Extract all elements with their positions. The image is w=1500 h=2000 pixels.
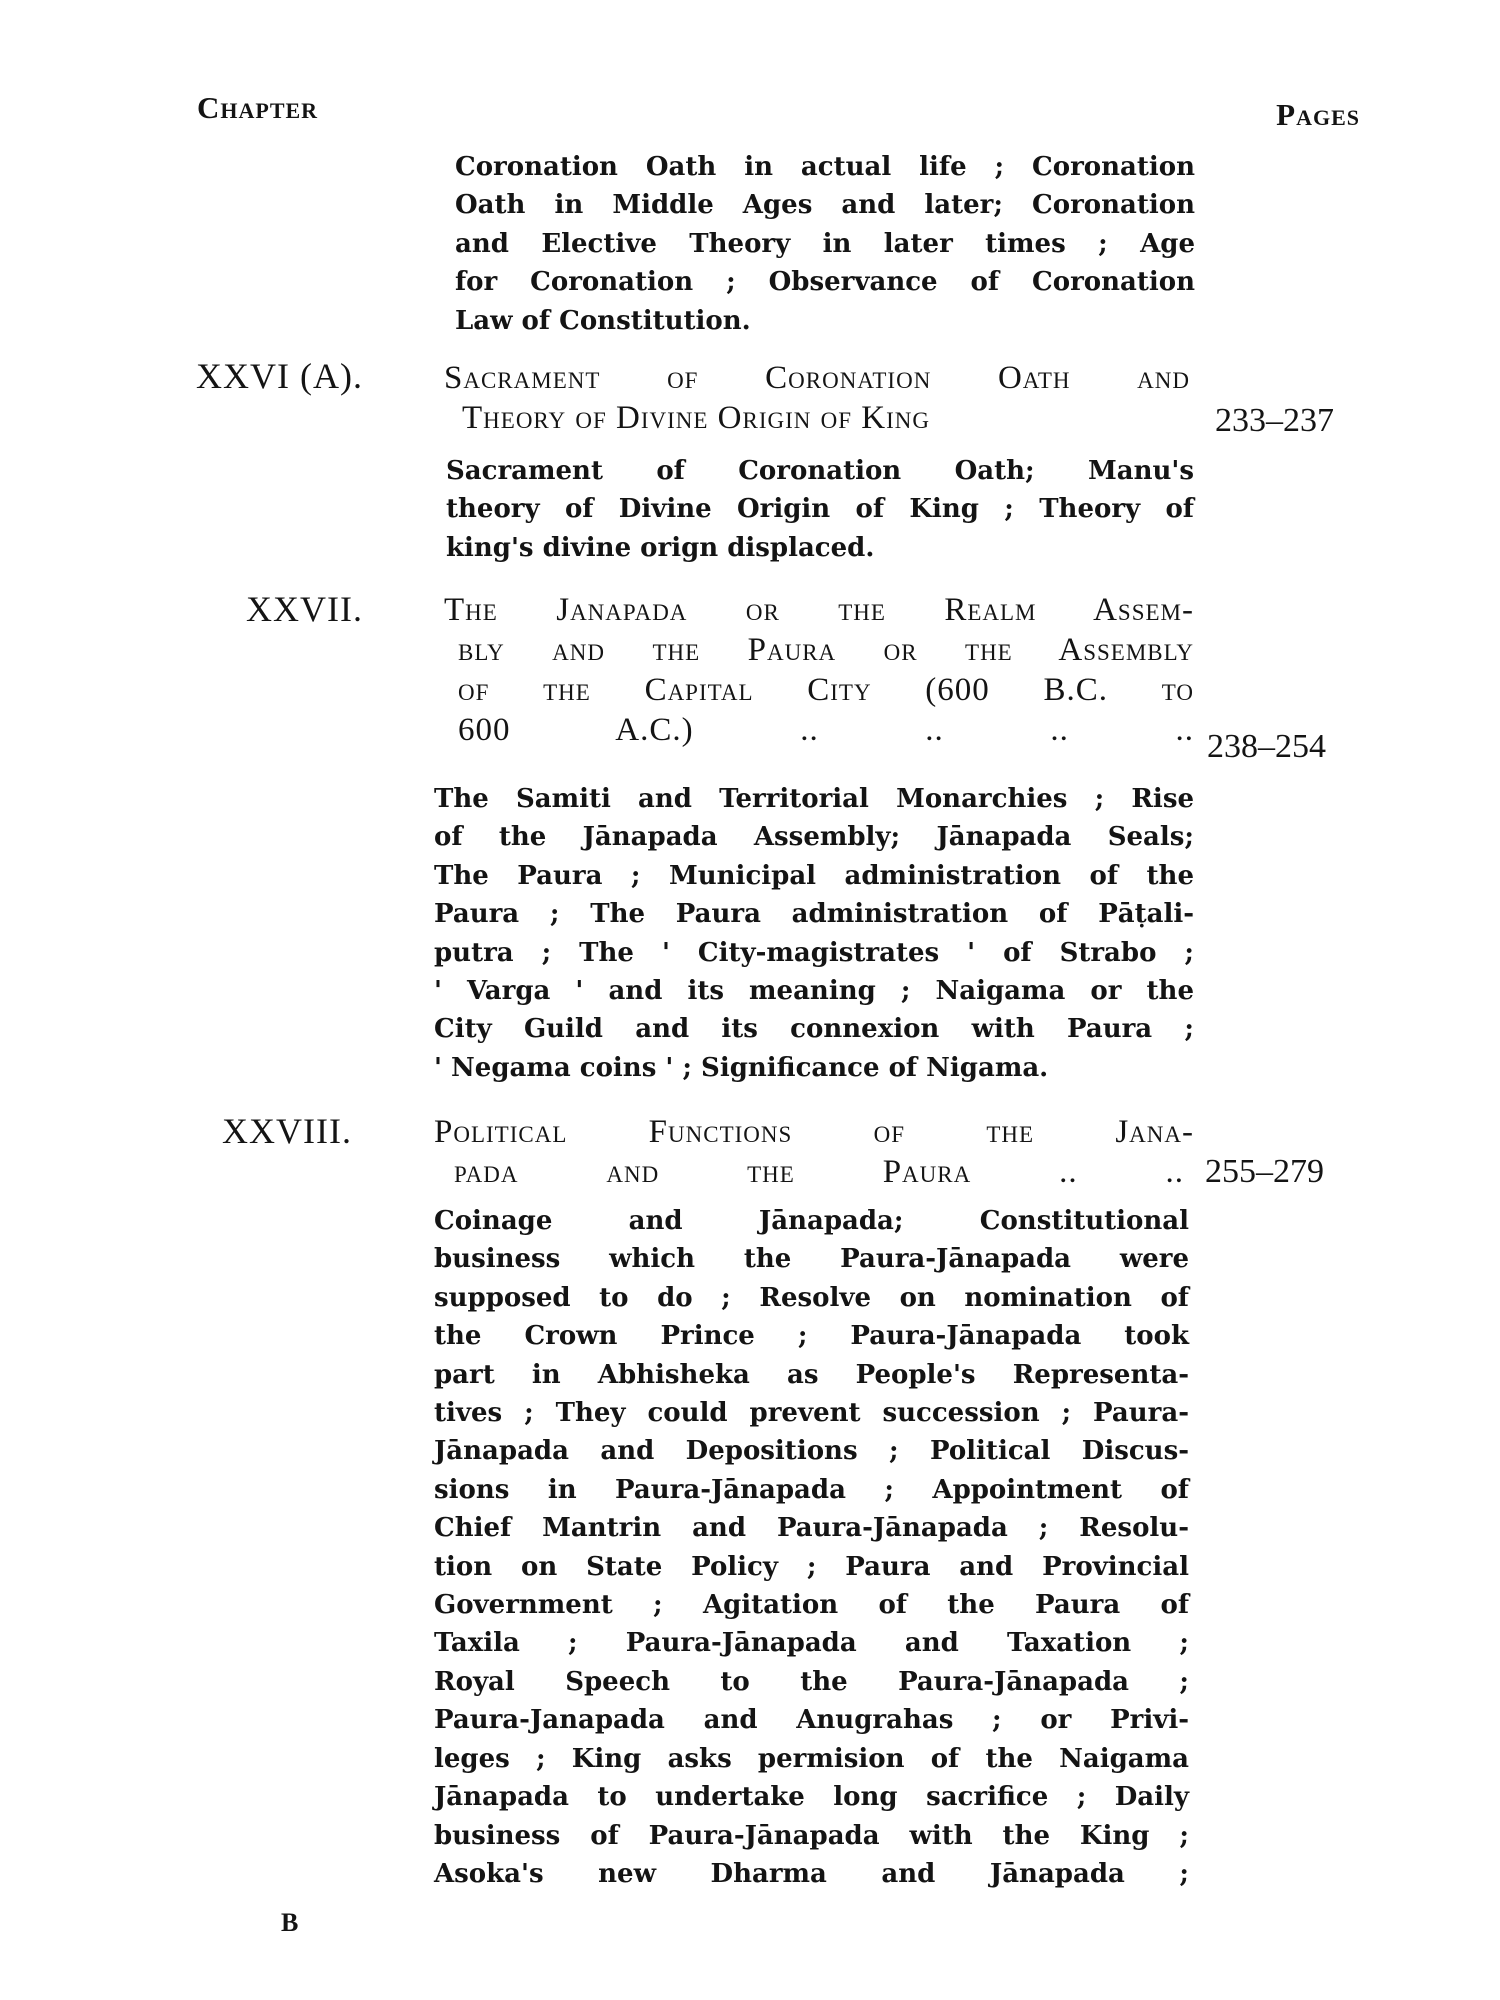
summary-line: of the Jānapada Assembly; Jānapada Seals; xyxy=(434,822,1194,853)
title-line: Political Functions of the Jana- xyxy=(434,1114,1194,1150)
summary-line: theory of Divine Origin of King ; Theory of xyxy=(446,494,1194,525)
chapter-xxvi-continuation-summary xyxy=(455,148,1195,340)
summary-line: tion on State Policy ; Paura and Provincial xyxy=(434,1551,1189,1582)
summary-line: business of Paura-Jānapada with the King ; xyxy=(434,1820,1189,1851)
summary-line: Paura ; The Paura administration of Pāṭali- xyxy=(434,899,1194,930)
title-line: The Janapada or the Realm Assem- xyxy=(444,592,1194,628)
title-line: 600 A.C.) .. .. .. .. xyxy=(458,712,1194,748)
chapter-column-header: Chapter xyxy=(197,90,319,125)
signature-mark: B xyxy=(281,1908,299,1937)
pages-column-header: Pages xyxy=(1276,97,1360,132)
summary-line: Jānapada to undertake long sacrifice ; Daily xyxy=(434,1782,1189,1813)
chapter-number-xxviii: XXVIII. xyxy=(222,1111,352,1151)
summary-line: Oath in Middle Ages and later; Coronation xyxy=(455,190,1195,221)
page-range-xxvi-a: 233–237 xyxy=(1215,402,1334,439)
summary-line: sions in Paura-Jānapada ; Appointment of xyxy=(434,1474,1189,1505)
chapter-xxviii-summary xyxy=(434,1202,1189,1893)
summary-line: king's divine orign displaced. xyxy=(446,532,875,563)
summary-line: the Crown Prince ; Paura-Jānapada took xyxy=(434,1321,1189,1352)
page-range-xxvii: 238–254 xyxy=(1207,728,1326,765)
summary-line: The Samiti and Territorial Monarchies ; Rise xyxy=(434,784,1194,814)
title-line: pada and the Paura .. .. xyxy=(454,1154,1184,1190)
chapter-xxvii-summary xyxy=(434,780,1194,1087)
summary-line: business which the Paura-Jānapada were xyxy=(434,1244,1189,1275)
summary-line: tives ; They could prevent succession ; Paura- xyxy=(434,1398,1189,1429)
summary-line: Royal Speech to the Paura-Jānapada ; xyxy=(434,1666,1189,1697)
summary-line: Paura-Janapada and Anugrahas ; or Privi- xyxy=(434,1705,1189,1736)
summary-line: ' Negama coins ' ; Significance of Nigama. xyxy=(434,1052,1049,1083)
summary-line: for Coronation ; Observance of Coronation xyxy=(455,267,1195,298)
page-range-xxviii: 255–279 xyxy=(1205,1153,1324,1190)
title-line: Theory of Divine Origin of King xyxy=(462,400,931,436)
summary-line: Law of Constitution. xyxy=(455,305,751,336)
chapter-xxvi-a-summary xyxy=(446,452,1194,567)
chapter-title-xxvii xyxy=(444,590,1194,750)
chapter-number-xxvii: XXVII. xyxy=(246,589,363,629)
summary-line: part in Abhisheka as People's Representa- xyxy=(434,1359,1189,1390)
summary-line: The Paura ; Municipal administration of the xyxy=(434,860,1194,891)
summary-line: Sacrament of Coronation Oath; Manu's xyxy=(446,456,1194,486)
chapter-number-xxvi-a: XXVI (A). xyxy=(196,356,363,396)
summary-line: Taxila ; Paura-Jānapada and Taxation ; xyxy=(434,1628,1189,1659)
title-line: bly and the Paura or the Assembly xyxy=(458,632,1194,668)
summary-line: and Elective Theory in later times ; Age xyxy=(455,228,1195,259)
summary-line: Government ; Agitation of the Paura of xyxy=(434,1590,1189,1621)
summary-line: supposed to do ; Resolve on nomination of xyxy=(434,1282,1189,1313)
summary-line: Jānapada and Depositions ; Political Discus- xyxy=(434,1436,1189,1467)
summary-line: City Guild and its connexion with Paura ; xyxy=(434,1014,1194,1045)
summary-line: leges ; King asks permision of the Naigama xyxy=(434,1743,1189,1774)
title-line: Sacrament of Coronation Oath and xyxy=(444,360,1190,396)
chapter-title-xxvi-a xyxy=(444,358,1190,438)
summary-line: Asoka's new Dharma and Jānapada ; xyxy=(434,1858,1189,1889)
chapter-title-xxviii xyxy=(434,1112,1194,1192)
summary-line: putra ; The ' City-magistrates ' of Strabo ; xyxy=(434,937,1194,968)
summary-line: ' Varga ' and its meaning ; Naigama or the xyxy=(434,976,1194,1007)
summary-line: Chief Mantrin and Paura-Jānapada ; Resolu- xyxy=(434,1513,1189,1544)
summary-line: Coronation Oath in actual life ; Coronation xyxy=(455,152,1195,182)
summary-line: Coinage and Jānapada; Constitutional xyxy=(434,1206,1189,1236)
title-line: of the Capital City (600 B.C. to xyxy=(458,672,1194,708)
